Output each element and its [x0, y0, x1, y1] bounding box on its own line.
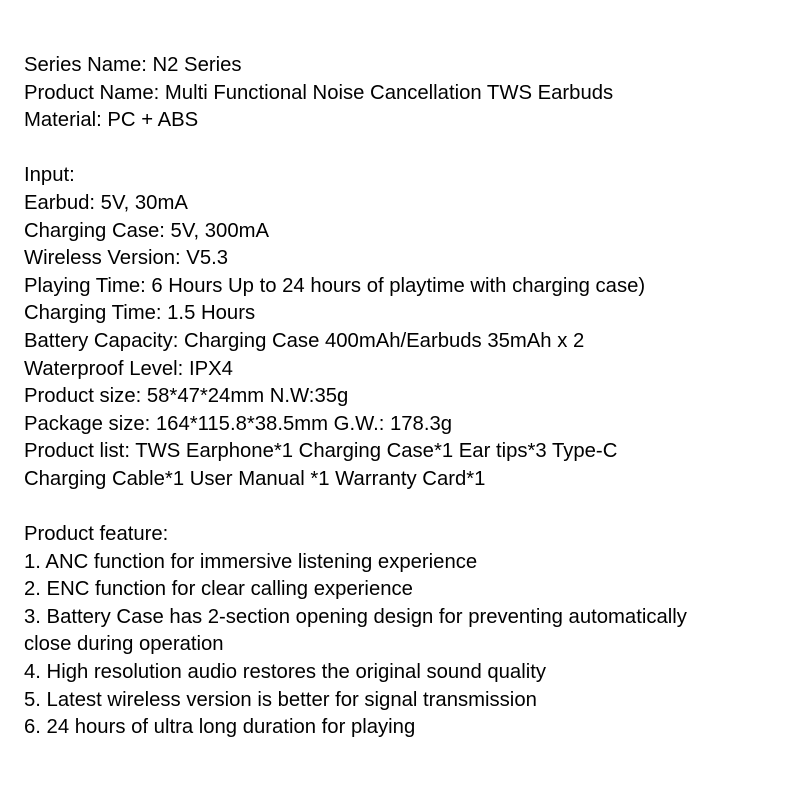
feature-item: 4. High resolution audio restores the original sound quality	[24, 661, 546, 684]
charging-case-input: Charging Case: 5V, 300mA	[24, 219, 270, 242]
product-list-line-1: Product list: TWS Earphone*1 Charging Case*1 Ear tips*3 Type-C	[24, 440, 618, 463]
material: Material: PC + ABS	[24, 109, 199, 132]
playing-time: Playing Time: 6 Hours Up to 24 hours of playtime with charging case)	[24, 274, 646, 297]
charging-time: Charging Time: 1.5 Hours	[24, 302, 256, 325]
earbud-input: Earbud: 5V, 30mA	[24, 191, 188, 214]
battery-capacity: Battery Capacity: Charging Case 400mAh/Earbuds 35mAh x 2	[24, 329, 585, 352]
spec-sheet	[24, 52, 794, 742]
waterproof-level: Waterproof Level: IPX4	[24, 357, 233, 380]
feature-item-continuation: close during operation	[24, 633, 224, 656]
feature-item: 6. 24 hours of ultra long duration for playing	[24, 716, 416, 739]
feature-item: 5. Latest wireless version is better for signal transmission	[24, 688, 537, 711]
product-size: Product size: 58*47*24mm N.W:35g	[24, 385, 349, 408]
section-gap	[24, 494, 794, 522]
input-label: Input:	[24, 164, 75, 187]
wireless-version: Wireless Version: V5.3	[24, 247, 229, 270]
product-list-line-2: Charging Cable*1 User Manual *1 Warranty Card*1	[24, 467, 486, 490]
product-name: Product Name: Multi Functional Noise Cancellation TWS Earbuds	[24, 81, 614, 104]
feature-label: Product feature:	[24, 523, 169, 546]
feature-item: 3. Battery Case has 2-section opening design for preventing automatically	[24, 605, 687, 628]
section-gap	[24, 135, 794, 163]
package-size: Package size: 164*115.8*38.5mm G.W.: 178.3g	[24, 412, 453, 435]
feature-item: 1. ANC function for immersive listening experience	[24, 550, 478, 573]
series-name: Series Name: N2 Series	[24, 54, 242, 76]
feature-item: 2. ENC function for clear calling experience	[24, 578, 413, 601]
